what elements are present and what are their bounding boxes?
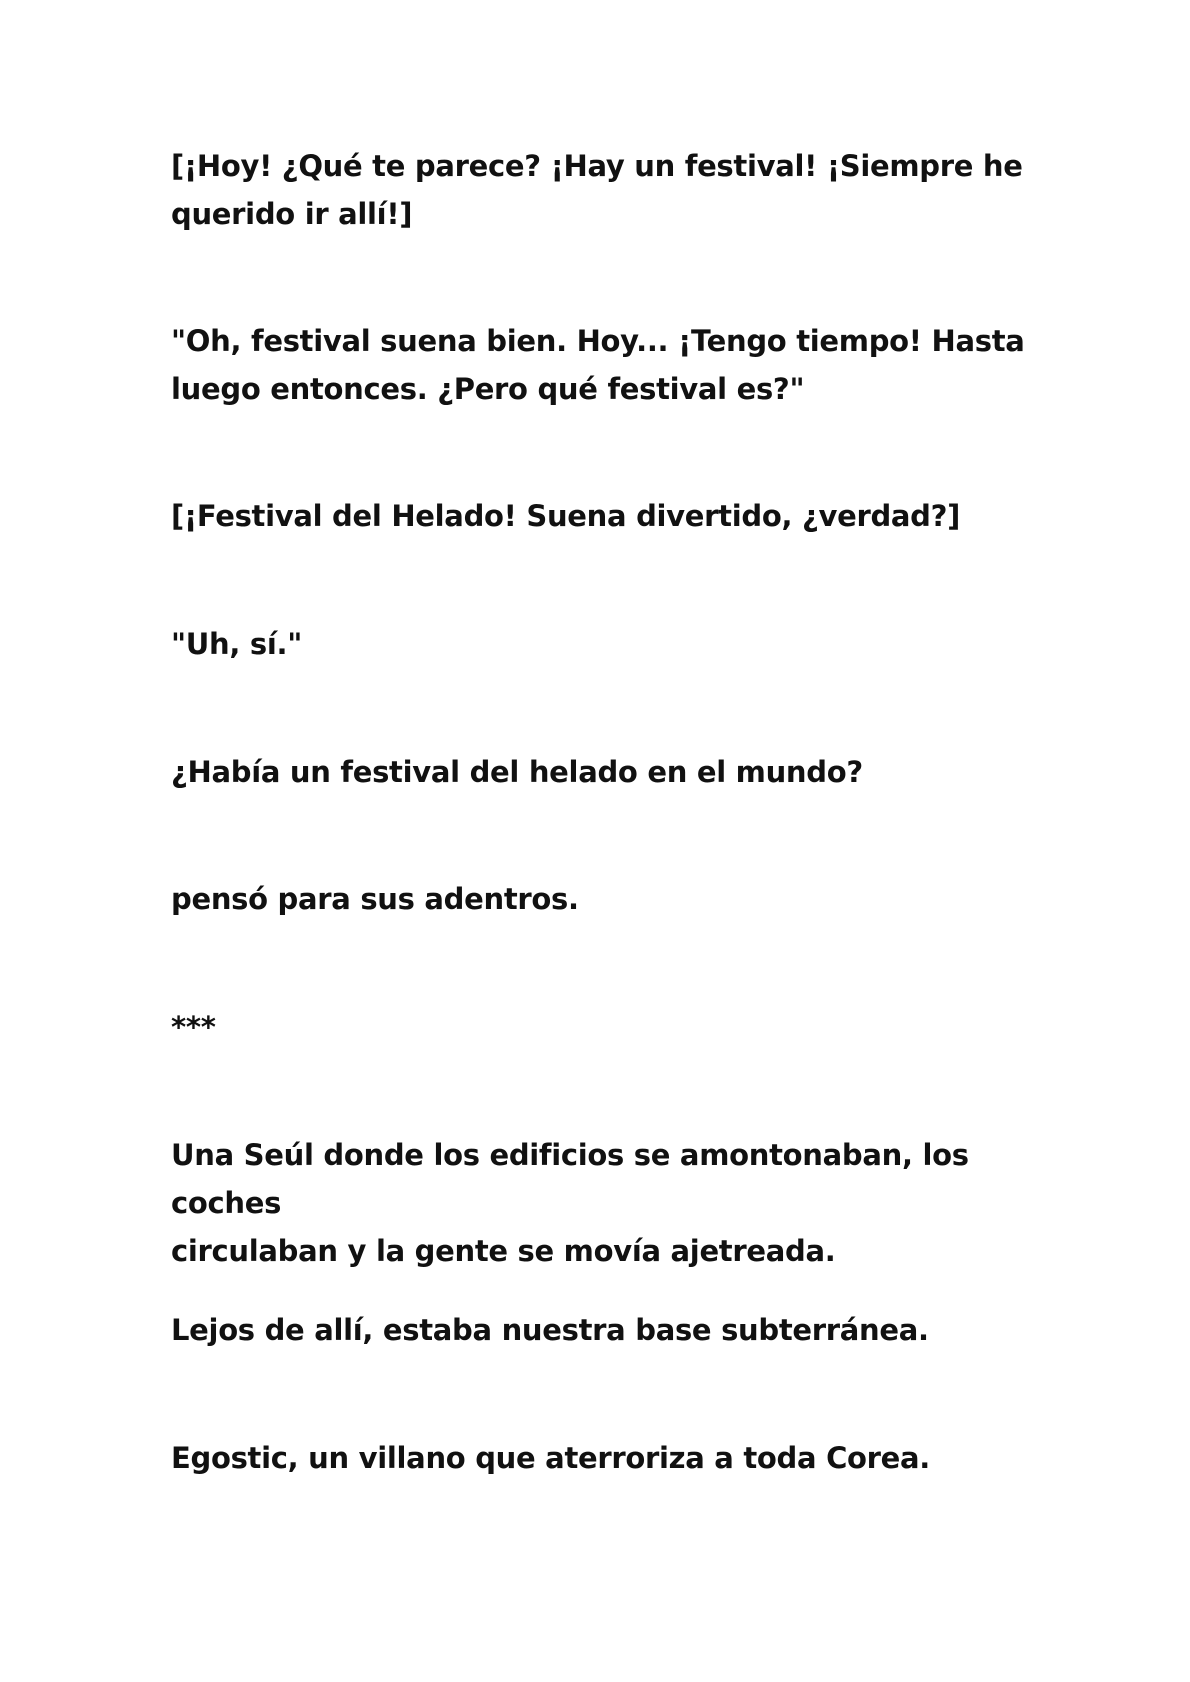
paragraph-2: "Oh, festival suena bien. Hoy... ¡Tengo tiempo! Hasta luego entonces. ¿Pero qué festival es?" <box>171 324 1025 406</box>
paragraph-7: Una Seúl donde los edificios se amontonaban, los coches circulaban y la gente se movía ajetreada. <box>171 1138 969 1268</box>
paragraph-9: Egostic, un villano que aterroriza a toda Corea. <box>171 1441 931 1475</box>
paragraph-3: [¡Festival del Helado! Suena divertido, ¿verdad?] <box>171 499 961 533</box>
paragraph-8: Lejos de allí, estaba nuestra base subterránea. <box>171 1313 929 1347</box>
paragraph-6: pensó para sus adentros. <box>171 882 579 916</box>
paragraph-4: "Uh, sí." <box>171 627 303 661</box>
paragraph-5: ¿Había un festival del helado en el mundo? <box>171 755 863 789</box>
section-separator: *** <box>171 1010 216 1044</box>
paragraph-1: [¡Hoy! ¿Qué te parece? ¡Hay un festival! ¡Siempre he querido ir allí!] <box>171 149 1023 231</box>
